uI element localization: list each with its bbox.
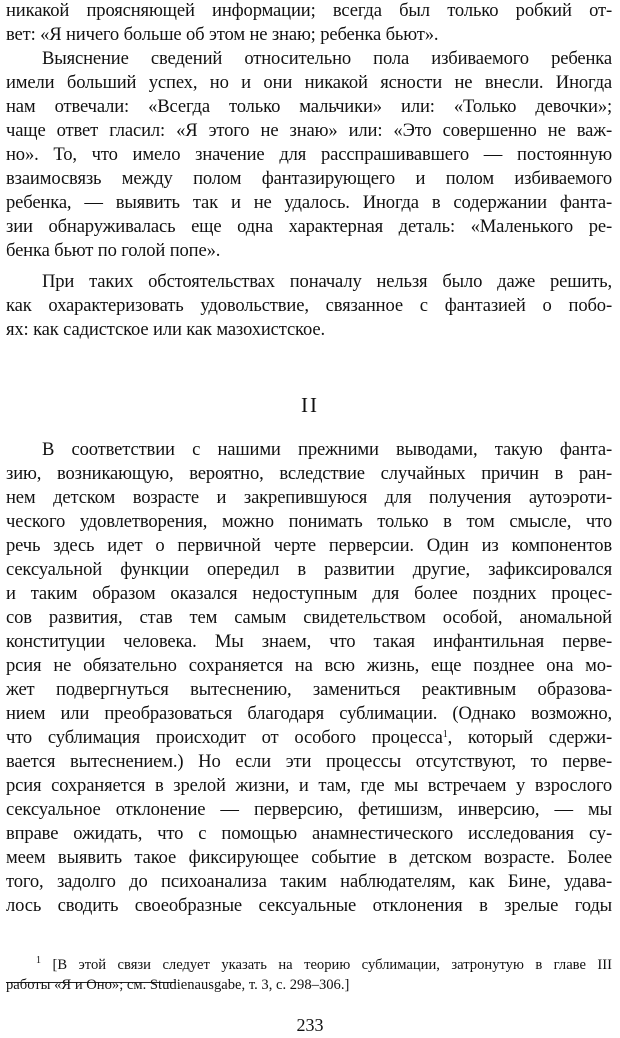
body-text-line: вается вытеснением.) Но если эти процессы отсутствуют, то перве- [6,751,612,772]
body-text-line: чаще ответ гласил: «Я этого не знаю» или: «Это совершенно не важ- [6,120,612,141]
page-number: 233 [296,1015,324,1035]
body-text-line: вет: «Я ничего больше об этом не знаю; ребенка бьют». [6,24,439,45]
body-text-line: бенка бьют по голой попе». [6,240,221,261]
body-text-line: вправе ожидать, что с помощью анамнестического исследования су- [6,823,612,844]
body-text-line: нием или преобразоваться благодаря сублимации. (Однако возможно, [6,703,612,724]
body-text-line: речь здесь идет о первичной черте перверсии. Один из компонентов [6,535,612,556]
body-text-line: сексуальное отклонение — перверсию, фетишизм, инверсию, — мы [6,799,612,820]
body-text-segment: что сублимация происходит от особого процесса [6,727,443,748]
body-text-line: сексуальной функции опередил в развитии другие, зафиксировался [6,559,612,580]
footnote-reference: 1 [442,729,448,740]
footnote-text: [В этой связи следует указать на теорию сублимации, затронутую в главе III [52,957,612,973]
body-text-line: но». То, что имело значение для расспрашивавшего — постоянную [6,144,612,165]
footnote-line: работы «Я и Оно»; см. Studienausgabe, т. 3, с. 298–306.] [6,977,350,993]
body-text-line: нам отвечали: «Всегда только мальчики» или: «Только девочки»; [6,96,612,117]
body-text-line: ях: как садистское или как мазохистское. [6,319,325,340]
body-text-line: рсия не обязательно сохраняется на всю жизнь, еще позднее она мо- [6,655,612,676]
body-text-line: При таких обстоятельствах поначалу нельзя было даже решить, [42,271,612,292]
footnote-line [36,955,612,975]
body-text-line: зию, возникающую, вероятно, вследствие случайных причин в ран- [6,463,612,484]
body-text-line: ребенка, — выявить так и не удалось. Иногда в содержании фанта- [6,192,612,213]
body-text-line: конституции человека. Мы знаем, что такая инфантильная перве- [6,631,612,652]
body-text-line-with-footnote [6,726,612,750]
body-text-line: имели больший успех, но и они никакой ясности не внесли. Иногда [6,72,612,93]
body-text-line: как охарактеризовать удовольствие, связанное с фантазией о побо- [6,295,612,316]
footnote-marker: 1 [36,955,41,966]
body-text-line: того, задолго до психоанализа таким наблюдателям, как Бине, удава- [6,871,612,892]
body-text-line: ческого удовлетворения, можно понимать только в том смысле, что [6,511,612,532]
body-text-line: рсия сохраняется в зрелой жизни, и там, где мы встречаем у взрослого [6,775,612,796]
body-text-line: взаимосвязь между полом фантазирующего и полом избиваемого [6,168,612,189]
body-text-segment: , который сдержи- [447,727,612,748]
body-text-line: Выяснение сведений относительно пола избиваемого ребенка [42,48,612,69]
body-text-line: жет подвергнуться вытеснению, замениться реактивным образова- [6,679,612,700]
body-text-line: сов развития, став тем самым свидетельством особой, аномальной [6,607,612,628]
body-text-line: меем выявить такое фиксирующее событие в детском возрасте. Более [6,847,612,868]
body-text-line: лось сводить своеобразные сексуальные отклонения в зрелые годы [6,895,612,916]
body-text-line: и таким образом оказался недоступным для более поздних процес- [6,583,612,604]
body-text-line: никакой проясняющей информации; всегда был только робкий от- [6,0,612,21]
body-text-line: зии обнаруживалась еще одна характерная деталь: «Маленького ре- [6,216,612,237]
body-text-line: нем детском возрасте и закрепившуюся для получения аутоэроти- [6,487,612,508]
section-heading: II [301,393,319,417]
body-text-line: В соответствии с нашими прежними выводами, такую фанта- [42,439,612,460]
